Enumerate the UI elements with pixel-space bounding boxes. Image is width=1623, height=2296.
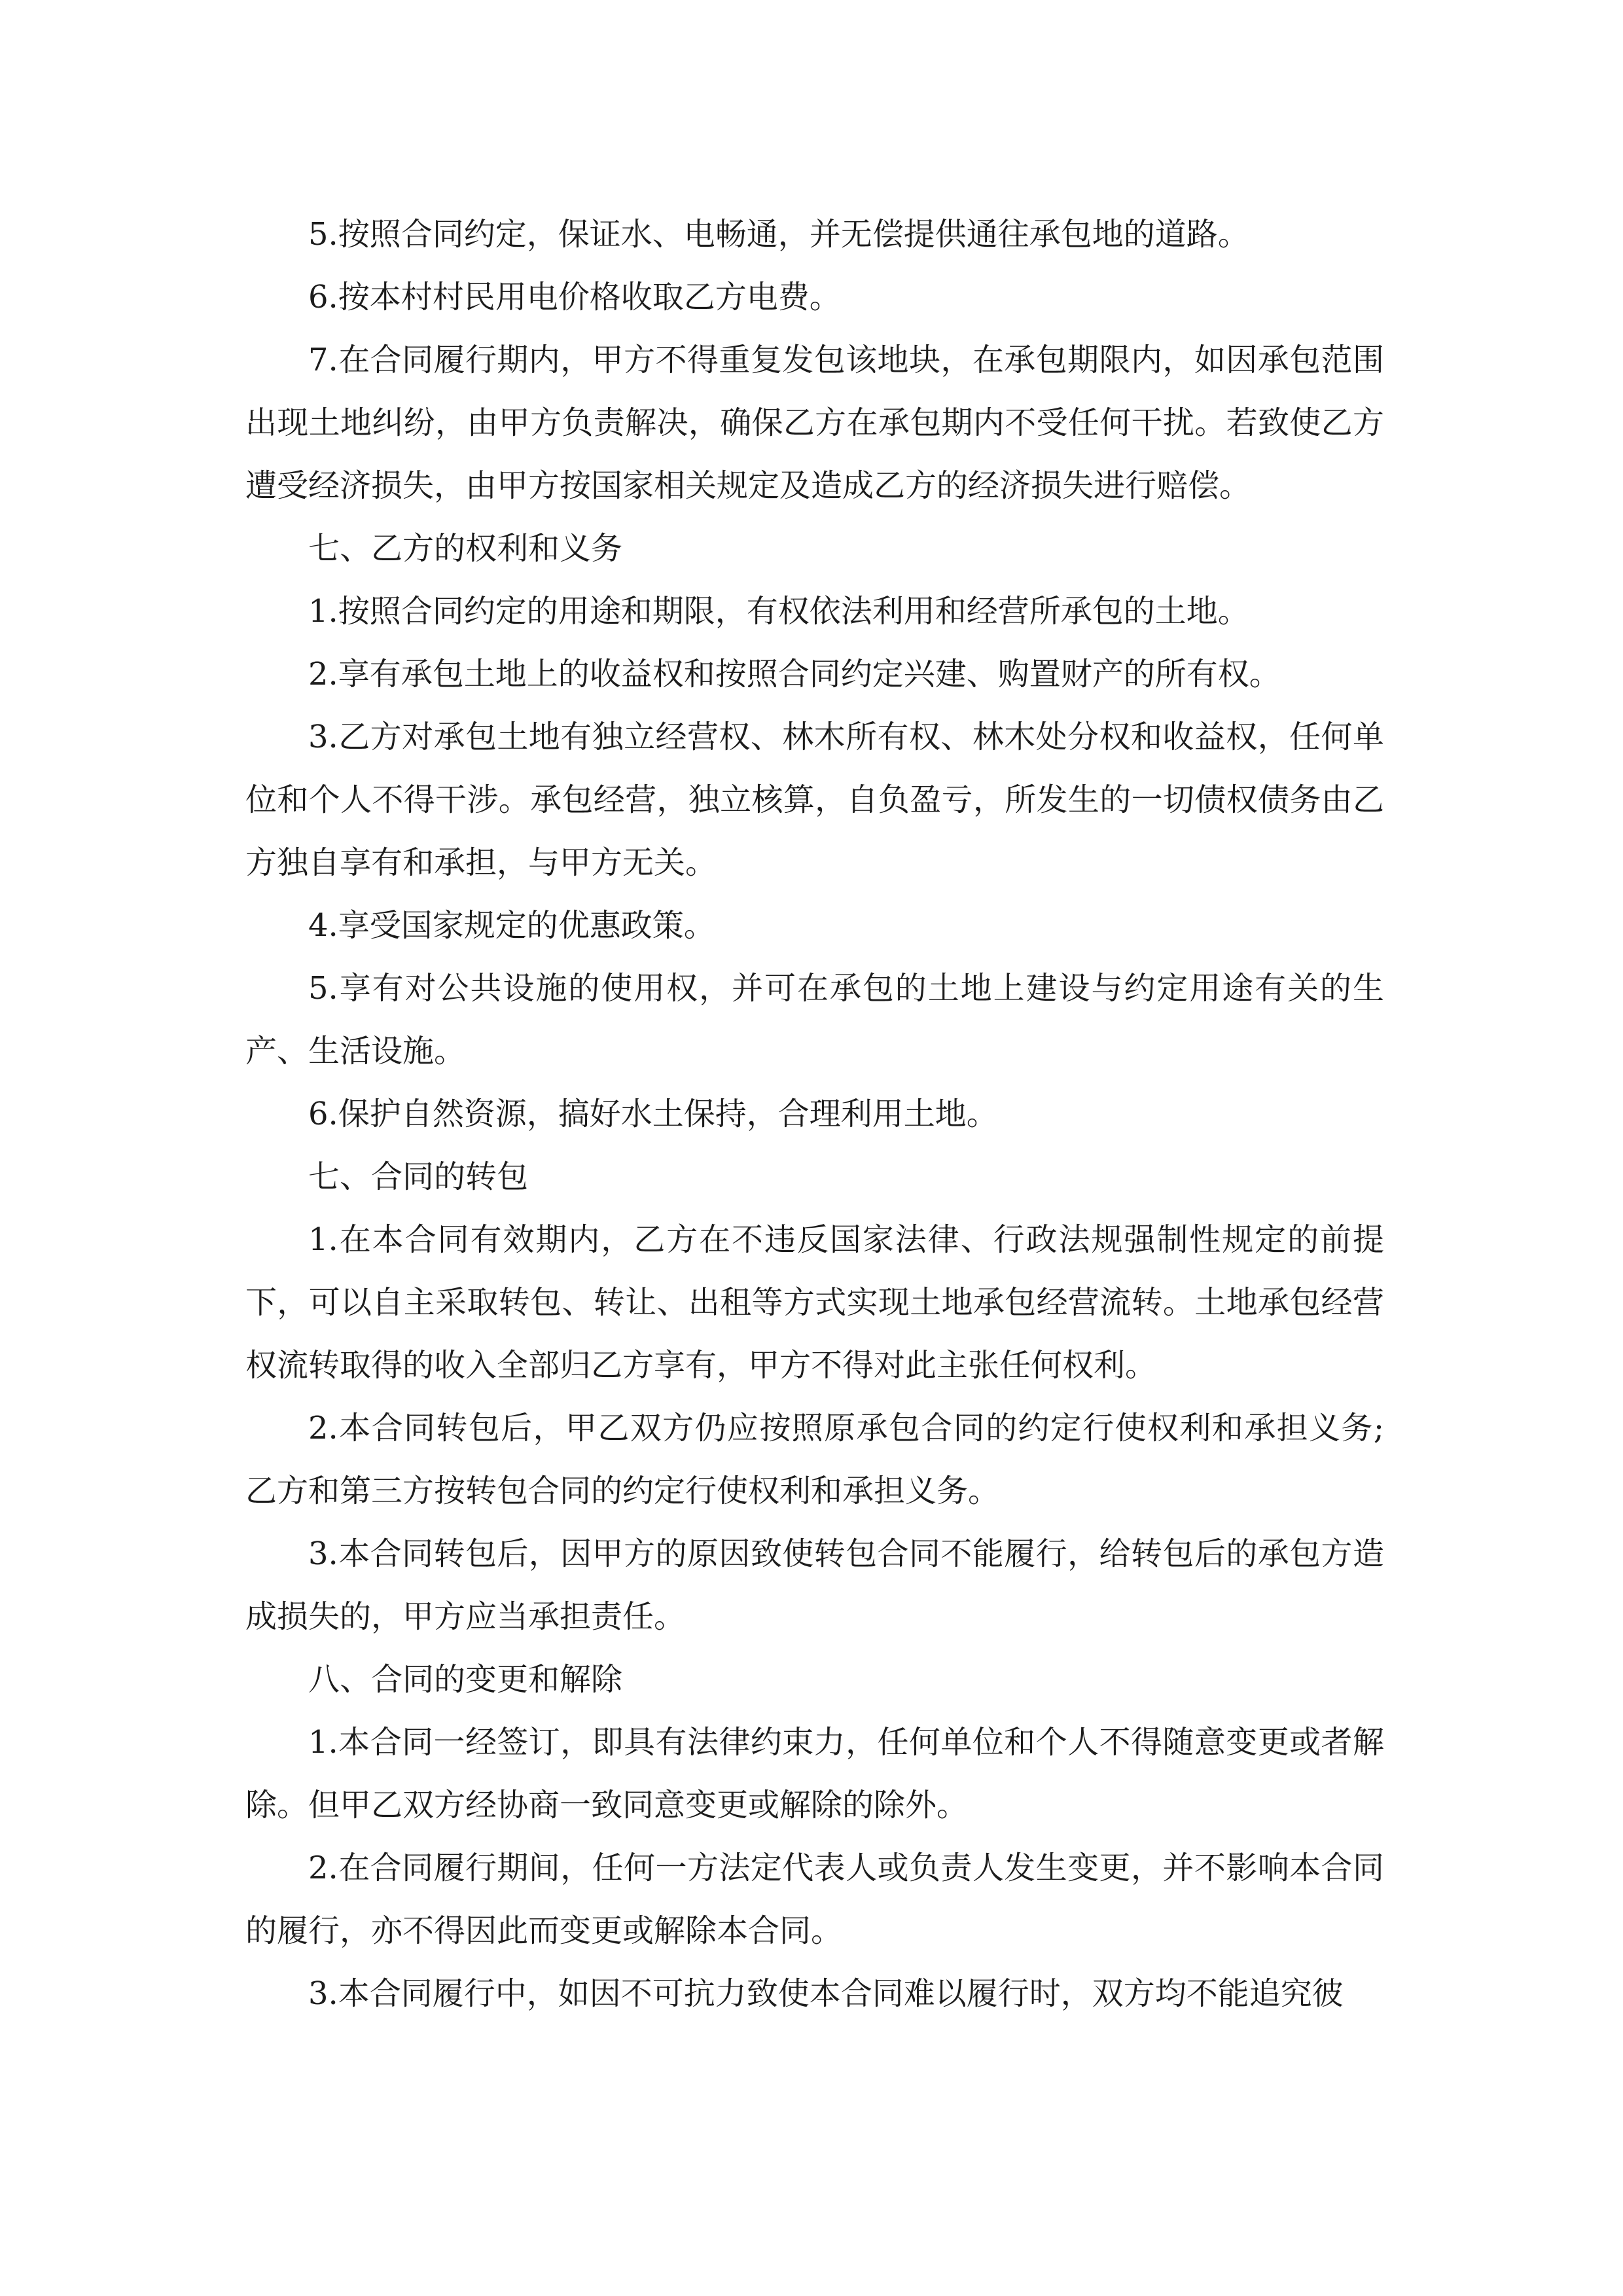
paragraph-item-6: 6.按本村村民用电价格收取乙方电费。 <box>308 279 841 315</box>
paragraph-subcontract-3: 3.本合同转包后，因甲方的原因致使转包合同不能履行，给转包后的承包方造成损失的，甲方应当承担责任。 <box>245 1535 1384 1635</box>
document-body <box>245 203 1384 2025</box>
paragraph-change-2: 2.在合同履行期间，任何一方法定代表人或负责人发生变更，并不影响本合同的履行，亦不得因此而变更或解除本合同。 <box>245 1850 1384 1949</box>
paragraph-item-7: 7.在合同履行期内，甲方不得重复发包该地块，在承包期限内，如因承包范围出现土地纠纷，由甲方负责解决，确保乙方在承包期内不受任何干扰。若致使乙方遭受经济损失，由甲方按国家相关规定及造成乙方的经济损失进行赔偿。 <box>245 342 1384 504</box>
paragraph-subcontract-2: 2.本合同转包后，甲乙双方仍应按照原承包合同的约定行使权利和承担义务;乙方和第三方按转包合同的约定行使权利和承担义务。 <box>245 1410 1384 1509</box>
paragraph-change-1: 1.本合同一经签订，即具有法律约束力，任何单位和个人不得随意变更或者解除。但甲乙双方经协商一致同意变更或解除的除外。 <box>245 1724 1384 1823</box>
paragraph-item-3: 3.乙方对承包土地有独立经营权、林木所有权、林木处分权和收益权，任何单位和个人不得干涉。承包经营，独立核算，自负盈亏，所发生的一切债权债务由乙方独自享有和承担，与甲方无关。 <box>245 719 1384 881</box>
paragraph-change-3: 3.本合同履行中，如因不可抗力致使本合同难以履行时，双方均不能追究彼 <box>308 1975 1344 2012</box>
paragraph-item-4: 4.享受国家规定的优惠政策。 <box>308 907 715 944</box>
section-heading-change-termination: 八、合同的变更和解除 <box>308 1661 623 1698</box>
paragraph-item-6b: 6.保护自然资源，搞好水土保持，合理利用土地。 <box>308 1096 998 1132</box>
section-heading-party-b-rights: 七、乙方的权利和义务 <box>308 530 623 567</box>
paragraph-subcontract-1: 1.在本合同有效期内，乙方在不违反国家法律、行政法规强制性规定的前提下，可以自主采取转包、转让、出租等方式实现土地承包经营流转。土地承包经营权流转取得的收入全部归乙方享有，甲方不得对此主张任何权利。 <box>245 1221 1384 1384</box>
paragraph-item-5b: 5.享有对公共设施的使用权，并可在承包的土地上建设与约定用途有关的生产、生活设施。 <box>245 970 1384 1069</box>
section-heading-subcontract: 七、合同的转包 <box>308 1158 529 1195</box>
paragraph-item-5: 5.按照合同约定，保证水、电畅通，并无偿提供通往承包地的道路。 <box>308 216 1249 253</box>
paragraph-item-2: 2.享有承包土地上的收益权和按照合同约定兴建、购置财产的所有权。 <box>308 656 1281 692</box>
paragraph-item-1: 1.按照合同约定的用途和期限，有权依法利用和经营所承包的土地。 <box>308 593 1249 630</box>
